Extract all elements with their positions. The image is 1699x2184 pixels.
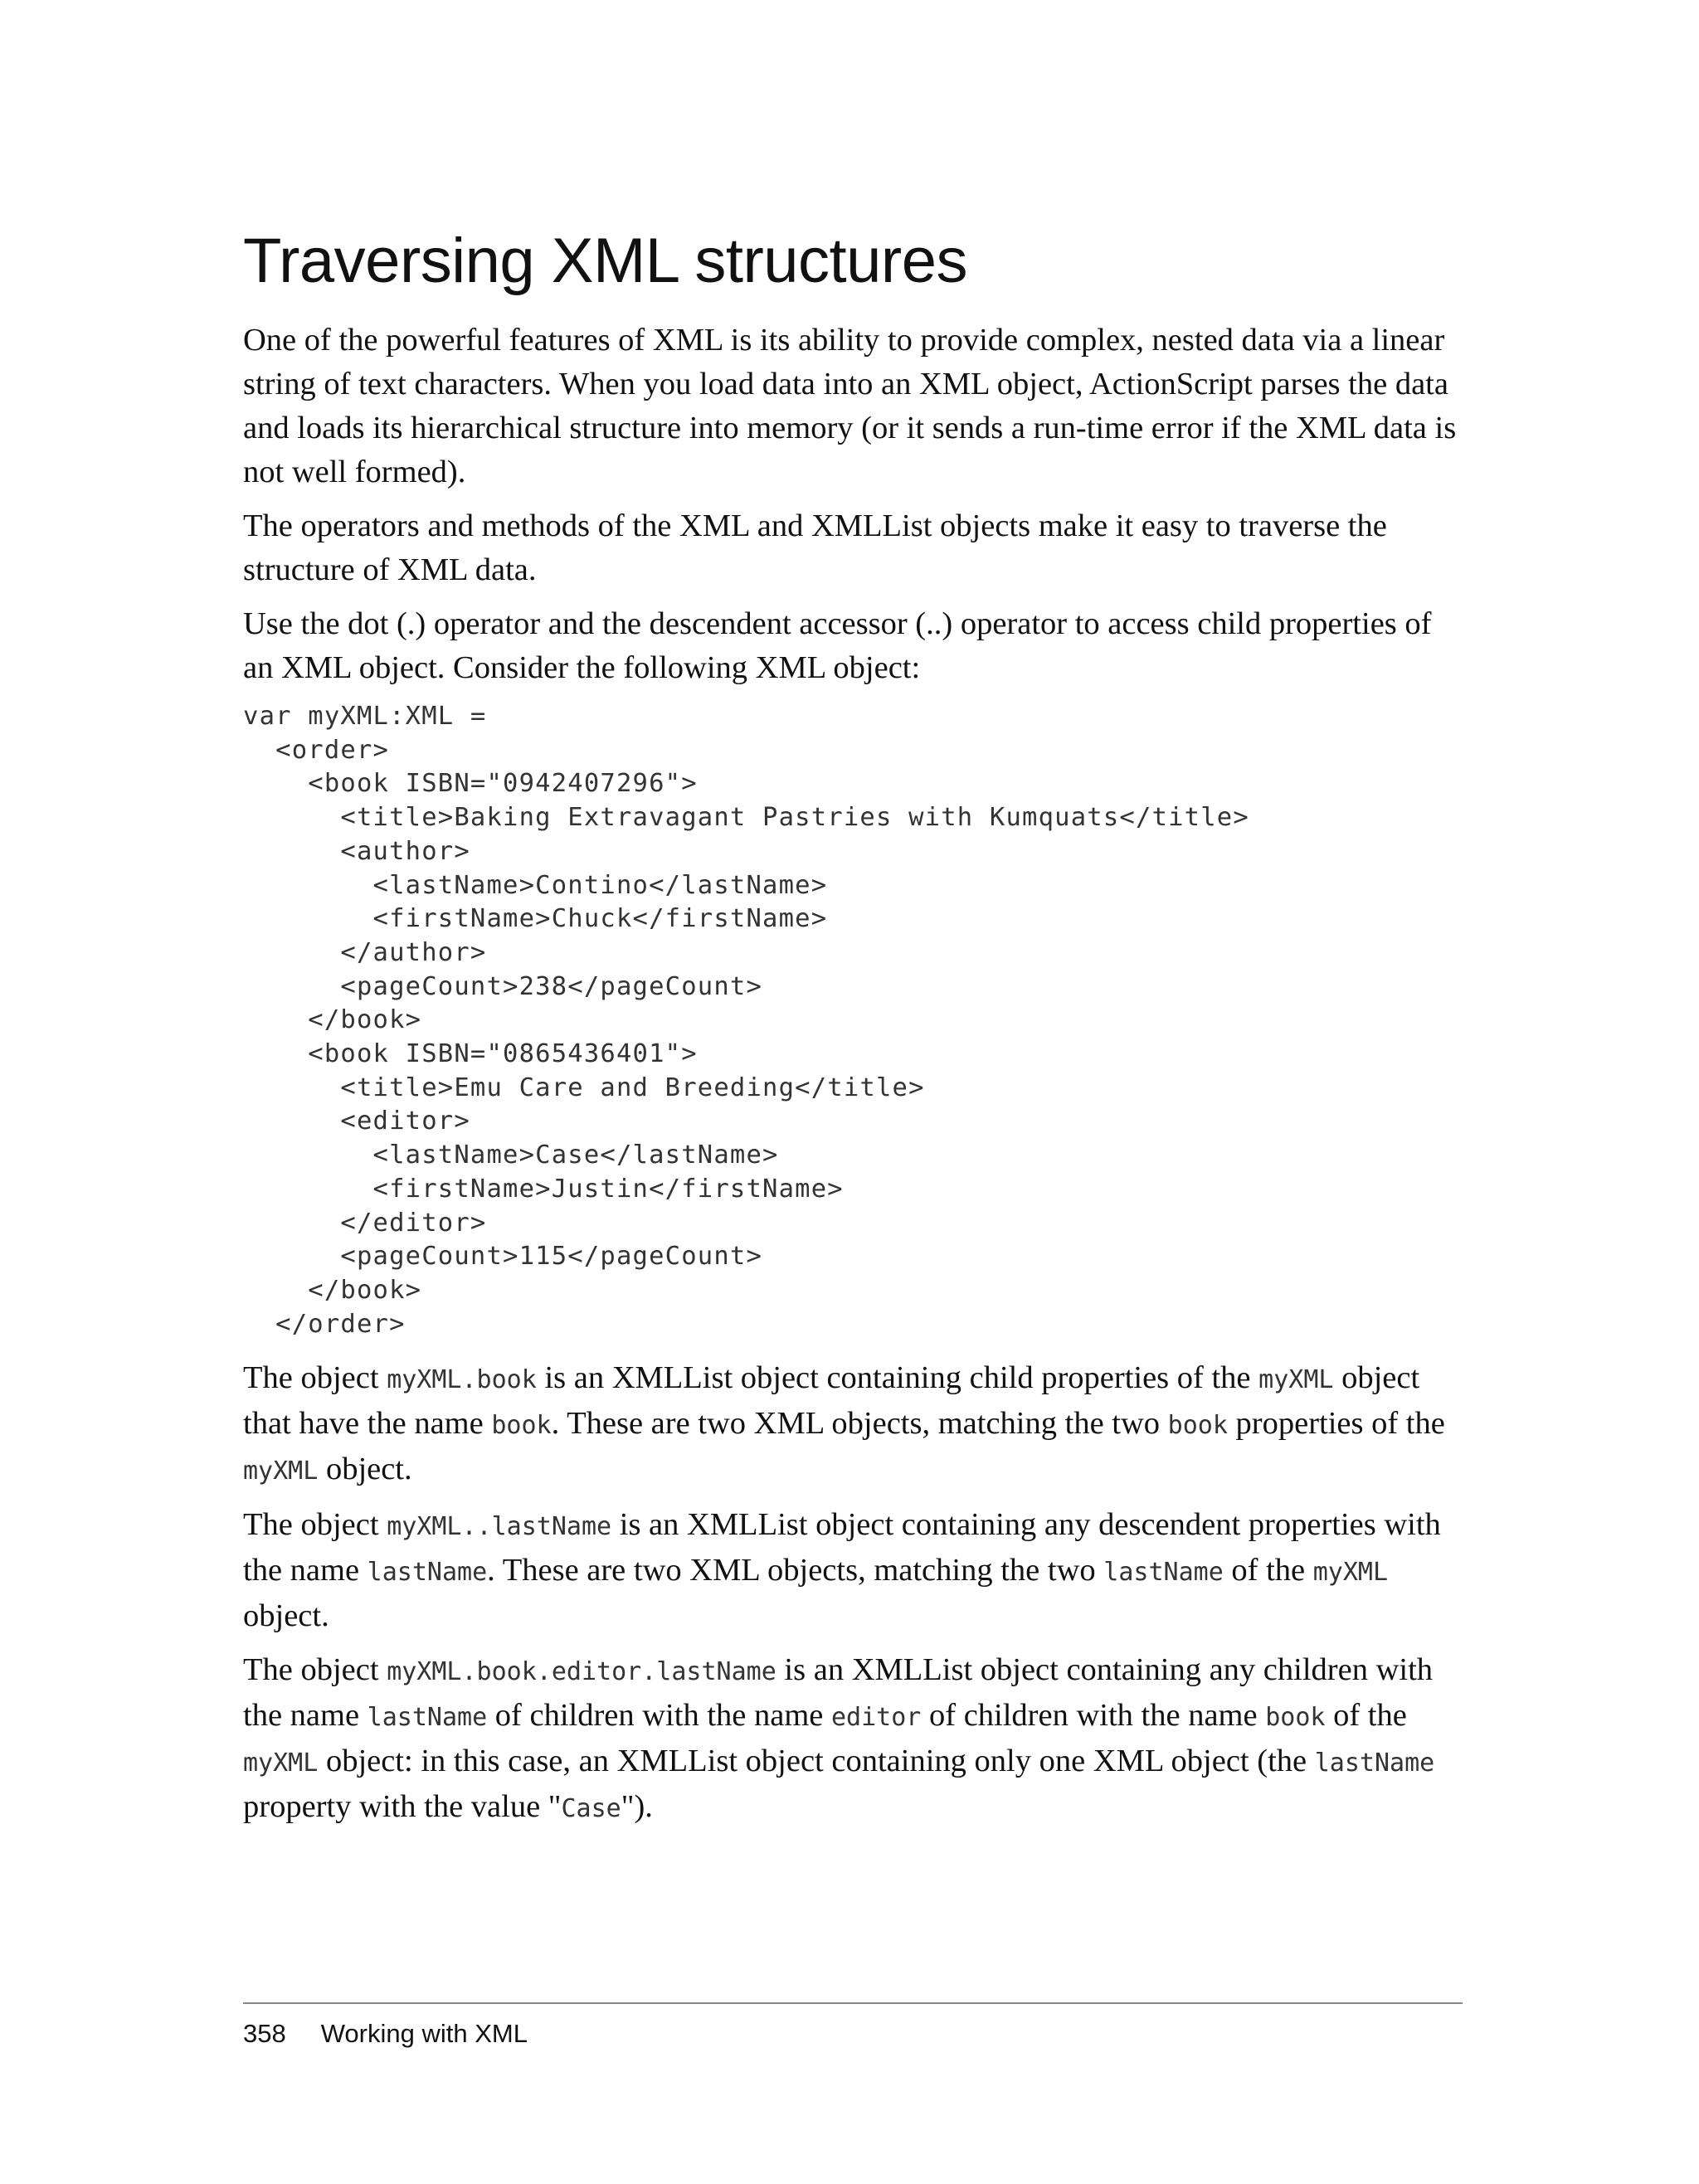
text-run: object. [318,1452,412,1487]
text-run: object. [243,1598,329,1634]
text-run: object that have the name [243,1360,1420,1442]
inline-code: lastName [1314,1749,1435,1778]
section-title: Traversing XML structures [243,226,968,296]
code-example-xml: var myXML:XML = <order> <book ISBN="0942407296"> <title>Baking Extravagant Pastries with Kumquats</title> <author> <lastName>Contino</lastName> <firstName>Chuck</firstName> </author> <pageCount>238</pageCount> </book> <book ISBN="0865436401"> <title>Emu Care and Breeding</title> <editor> <lastName>Case</lastName> <firstName>Justin</firstName> </editor> <pageCount>115</pageCount> </book> </order> [243,702,1249,1339]
text-run: is an XMLList object containing child properties of the [536,1360,1259,1396]
page-footer [243,2017,528,2050]
inline-code: lastName [367,1558,488,1588]
text-run: of children with the name [487,1698,831,1734]
inline-code: book [1265,1703,1326,1733]
paragraph-dot-operator: Use the dot (.) operator and the descendent accessor (..) operator to access child properties of an XML object. Consider the following XML object: [243,606,1432,685]
paragraph-myxml-editor-lastname [243,1648,1463,1831]
page-number: 358 [243,2019,286,2048]
page-content [243,224,1463,1841]
paragraph-intro: One of the powerful features of XML is its ability to provide complex, nested data via a linear string of text characters. When you load data into an XML object, ActionScript parses the data and loads its hierarchical structure into memory (or it sends a run-time error if the XML data is not well formed). [243,323,1457,489]
inline-code: myXML.book.editor.lastName [387,1657,776,1687]
text-run: of children with the name [921,1698,1266,1734]
text-run: The object [243,1652,387,1688]
text-run: object: in this case, an XMLList object containing only one XML object (the [318,1744,1315,1779]
paragraph-operators: The operators and methods of the XML and XMLList objects make it easy to traverse the structure of XML data. [243,508,1387,587]
text-run: The object [243,1507,387,1543]
text-run: of the [1325,1698,1407,1734]
text-run: The object [243,1360,387,1396]
paragraph-myxml-lastname [243,1503,1463,1638]
text-run: . These are two XML objects, matching the two [551,1406,1168,1442]
inline-code: book [491,1411,552,1441]
footer-divider [243,2002,1463,2004]
text-run: . These are two XML objects, matching the two [487,1553,1104,1588]
inline-code: myXML.book [387,1365,537,1395]
inline-code: myXML [243,1749,319,1778]
text-run: property with the value " [243,1789,562,1825]
inline-code: lastName [367,1703,488,1733]
text-run: of the [1223,1553,1313,1588]
inline-code: editor [831,1703,922,1733]
inline-code: Case [561,1794,621,1824]
paragraph-myxml-book [243,1356,1463,1493]
text-run: is an XMLList object containing any descendent properties with the name [243,1507,1441,1588]
inline-code: myXML [1258,1365,1334,1395]
inline-code: myXML [1312,1558,1389,1588]
text-run: "). [621,1789,653,1825]
chapter-title: Working with XML [320,2019,528,2048]
inline-code: myXML [243,1457,319,1486]
text-run: properties of the [1227,1406,1445,1442]
inline-code: lastName [1103,1558,1224,1588]
text-run: is an XMLList object containing any children with the name [243,1652,1434,1734]
inline-code: book [1167,1411,1228,1441]
inline-code: myXML..lastName [387,1512,612,1542]
